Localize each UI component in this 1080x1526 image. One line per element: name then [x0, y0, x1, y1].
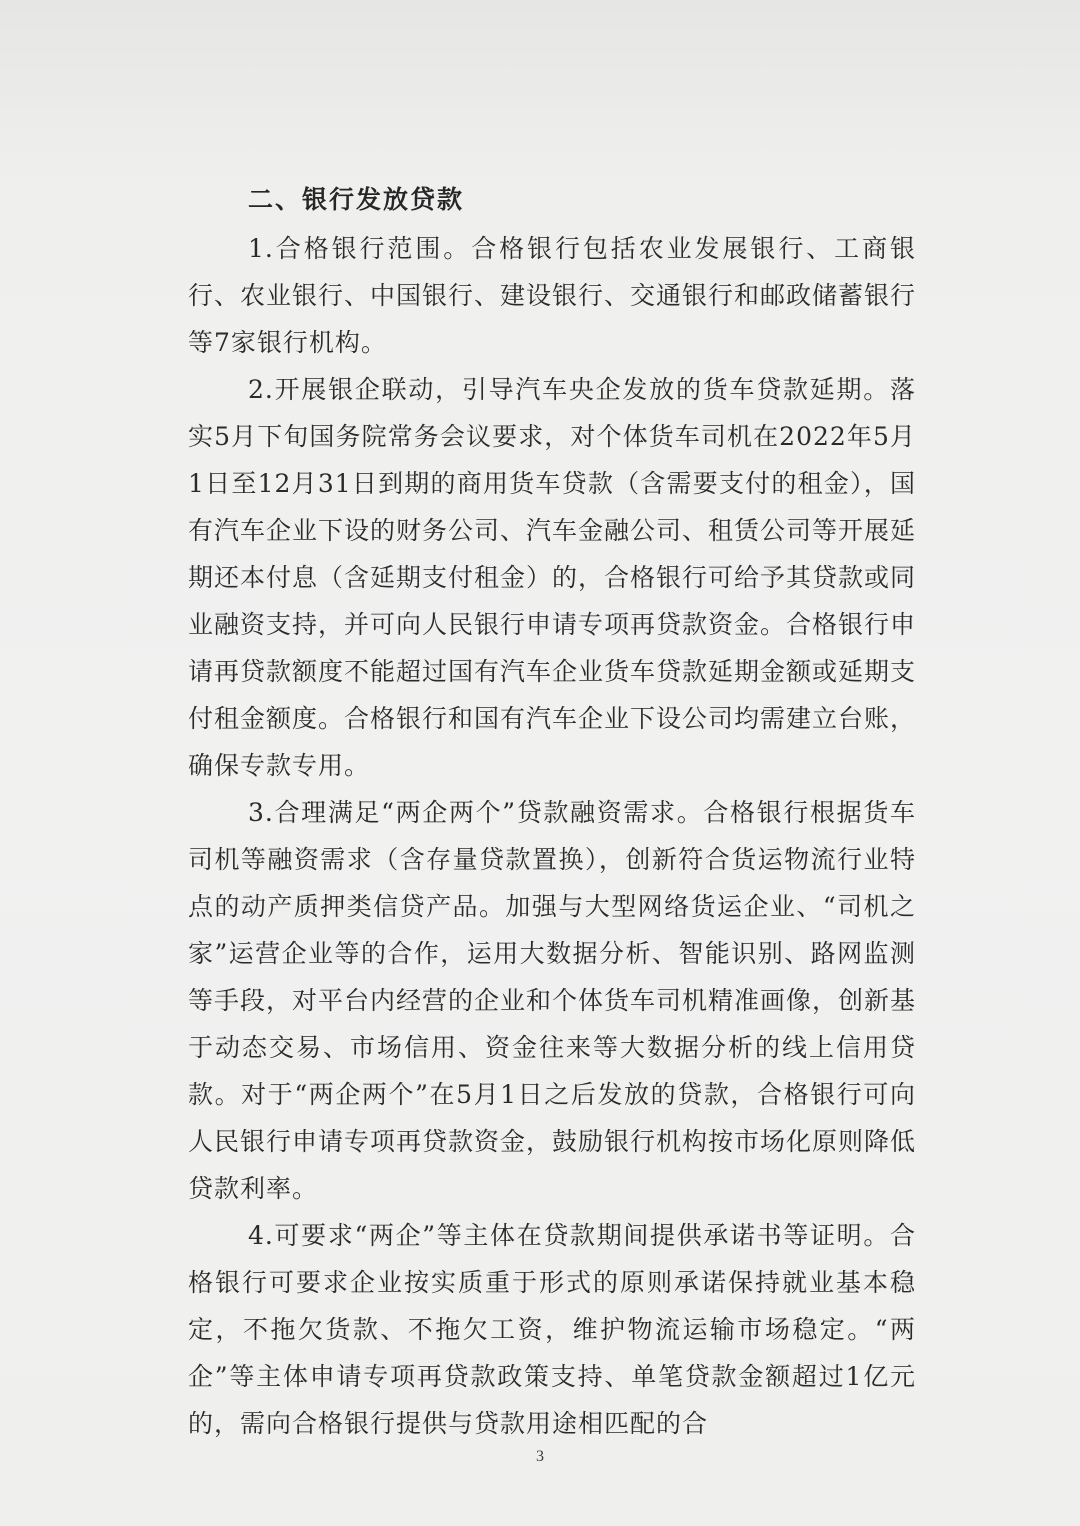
- paragraph-qualified-banks: 1.合格银行范围。合格银行包括农业发展银行、工商银行、农业银行、中国银行、建设银行、交通银行和邮政储蓄银行等7家银行机构。: [188, 234, 917, 357]
- document-body: [188, 178, 916, 1447]
- paragraph-financing-needs: 3.合理满足“两企两个”贷款融资需求。合格银行根据货车司机等融资需求（含存量贷款置换），创新符合货运物流行业特点的动产质押类信贷产品。加强与大型网络货运企业、“司机之家”运营企业等的合作，运用大数据分析、智能识别、路网监测等手段，对平台内经营的企业和个体货车司机精准画像，创新基于动态交易、市场信用、资金往来等大数据分析的线上信用贷款。对于“两企两个”在5月1日之后发放的贷款，合格银行可向人民银行申请专项再贷款资金，鼓励银行机构按市场化原则降低贷款利率。: [188, 798, 917, 1203]
- page-number: 3: [536, 1448, 544, 1465]
- section-heading: 二、银行发放贷款: [248, 185, 465, 214]
- paragraph-bank-enterprise-linkage: 2.开展银企联动，引导汽车央企发放的货车贷款延期。落实5月下旬国务院常务会议要求，对个体货车司机在2022年5月1日至12月31日到期的商用货车贷款（含需要支付的租金），国有汽车企业下设的财务公司、汽车金融公司、租赁公司等开展延期还本付息（含延期支付租金）的，合格银行可给予其贷款或同业融资支持，并可向人民银行申请专项再贷款资金。合格银行申请再贷款额度不能超过国有汽车企业货车贷款延期金额或延期支付租金额度。合格银行和国有汽车企业下设公司均需建立台账，确保专款专用。: [188, 375, 917, 780]
- paragraph-commitment-letter: 4.可要求“两企”等主体在贷款期间提供承诺书等证明。合格银行可要求企业按实质重于形式的原则承诺保持就业基本稳定，不拖欠货款、不拖欠工资，维护物流运输市场稳定。“两企”等主体申请专项再贷款政策支持、单笔贷款金额超过1亿元的，需向合格银行提供与贷款用途相匹配的合: [188, 1221, 916, 1438]
